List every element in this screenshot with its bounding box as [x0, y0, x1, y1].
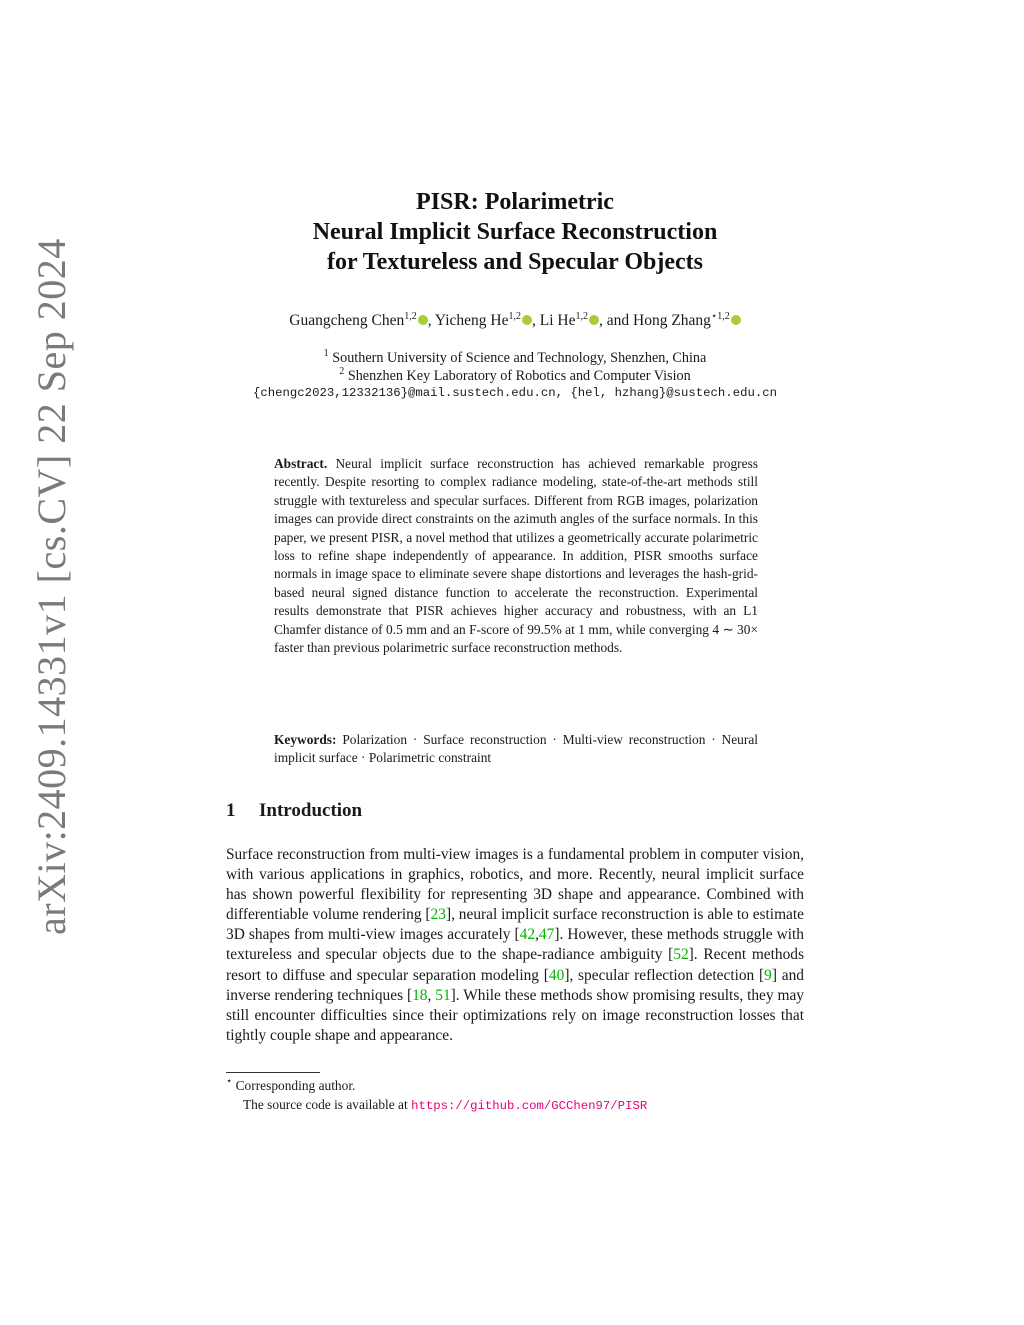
citation-link[interactable]: 40: [548, 966, 565, 984]
author-name: Li He: [539, 312, 576, 329]
footnote-source-text: The source code is available at: [243, 1096, 408, 1112]
keywords: [274, 731, 758, 768]
intro-text: ]. However, these methods struggle with textureless and specular objects due to the shape-radiance ambiguity [: [226, 926, 804, 964]
author-emails: {chengc2023,12332136}@mail.sustech.edu.cn, {hel, hzhang}@sustech.edu.cn: [253, 386, 777, 400]
citation-link[interactable]: 51: [435, 986, 451, 1004]
author-name: Guangcheng Chen: [289, 312, 405, 329]
affiliation-mark: 1: [323, 348, 329, 359]
footnote-rule: [226, 1072, 320, 1073]
intro-text: ]. While these methods show promising results, they may still encounter difficulties since their optimizations rely on image reconstruction losses that tightly couple shape and appearance.: [226, 986, 804, 1044]
author-separator: ,: [427, 312, 435, 329]
title-line: for Textureless and Specular Objects: [326, 249, 704, 275]
footnote: [226, 1077, 804, 1115]
intro-text: ], neural implicit surface reconstruction is able to estimate 3D shapes from multi-view images accurately [: [226, 906, 804, 944]
footnote-corresponding-text: Corresponding author.: [235, 1078, 356, 1093]
footnote-source: [226, 1096, 804, 1116]
intro-text: Surface reconstruction from multi-view images is a fundamental problem in computer vision, with various applications in graphics, robotics, and more. Recently, neural implicit surface has shown powerful flexibility for representing 3D shape and appearance. Combined with differentiable volume rendering [: [226, 846, 804, 924]
citation-link[interactable]: 23: [430, 906, 446, 924]
author-separator: , and: [599, 312, 634, 329]
source-code-link[interactable]: https://github.com/GCChen97/PISR: [411, 1098, 648, 1113]
author-list: [212, 312, 818, 330]
orcid-icon[interactable]: [731, 315, 741, 325]
footnote-corresponding: [226, 1077, 804, 1096]
paper-title: [212, 187, 818, 277]
orcid-icon[interactable]: [418, 315, 428, 325]
affiliation-mark: 2: [339, 366, 345, 377]
abstract: [274, 455, 758, 657]
section-title: Introduction: [259, 800, 363, 821]
author-affiliation-mark: 1,2: [575, 311, 588, 322]
orcid-icon[interactable]: [522, 315, 532, 325]
arxiv-identifier: arXiv:2409.14331v1 [cs.CV] 22 Sep 2024: [29, 238, 74, 935]
citation-link[interactable]: 42: [519, 926, 536, 944]
author-affiliation-mark: 1,2: [508, 311, 522, 322]
keywords-text: Polarization · Surface reconstruction · Multi-view reconstruction · Neural implicit surface · Polarimetric constraint: [274, 732, 758, 766]
citation-link[interactable]: 47: [538, 926, 555, 944]
intro-text: ], specular reflection detection [: [564, 966, 765, 984]
author-affiliation-mark: ⋆1,2: [710, 311, 730, 322]
abstract-text: Neural implicit surface reconstruction has achieved remarkable progress recently. Despite resorting to complex radiance modeling, state-of-the-art methods still struggle with textureless and specular surfaces. Different from RGB images, polarization images can provide direct constraints on the azimuth angles of the surface normals. In this paper, we present PISR, a novel method that utilizes a geometrically accurate polarimetric loss to refine shape independently of appearance. In addition, PISR smooths surface normals in image space to eliminate severe shape distortions and leverages the hash-grid-based neural signed distance function to accelerate the reconstruction. Experimental results demonstrate that PISR achieves higher accuracy and robustness, with an L1 Chamfer distance of 0.5 mm and an F-score of 99.5% at 1 mm, while converging 4 ∼ 30× faster than previous polarimetric surface reconstruction methods.: [274, 456, 758, 656]
author-separator: ,: [532, 312, 540, 329]
keywords-label: Keywords:: [274, 732, 337, 747]
intro-text: ,: [427, 986, 436, 1004]
affiliation: [212, 350, 818, 367]
title-line: PISR: Polarimetric: [416, 189, 614, 215]
intro-text: ]. Recent methods resort to diffuse and specular separation modeling [: [226, 946, 804, 984]
author-name: Yicheng He: [434, 312, 509, 329]
citation-link[interactable]: 9: [764, 966, 772, 984]
intro-text: ] and inverse rendering techniques [: [226, 966, 804, 1004]
title-line: Neural Implicit Surface Reconstruction: [312, 219, 718, 245]
author-affiliation-mark: 1,2: [404, 311, 417, 322]
affiliation-text: Southern University of Science and Technology, Shenzhen, China: [332, 350, 707, 366]
orcid-icon[interactable]: [589, 315, 599, 325]
citation-link[interactable]: 18: [412, 986, 428, 1004]
affiliation-text: Shenzhen Key Laboratory of Robotics and Computer Vision: [347, 368, 691, 384]
author-name: Hong Zhang: [633, 312, 711, 329]
intro-text: ,: [535, 926, 539, 944]
footnote-mark: ⋆: [226, 1076, 233, 1087]
section-number: 1: [226, 800, 236, 821]
abstract-label: Abstract.: [274, 456, 328, 471]
section-heading: [226, 800, 362, 822]
affiliation: [212, 368, 818, 385]
intro-paragraph: [226, 845, 804, 1046]
citation-link[interactable]: 52: [673, 946, 689, 964]
